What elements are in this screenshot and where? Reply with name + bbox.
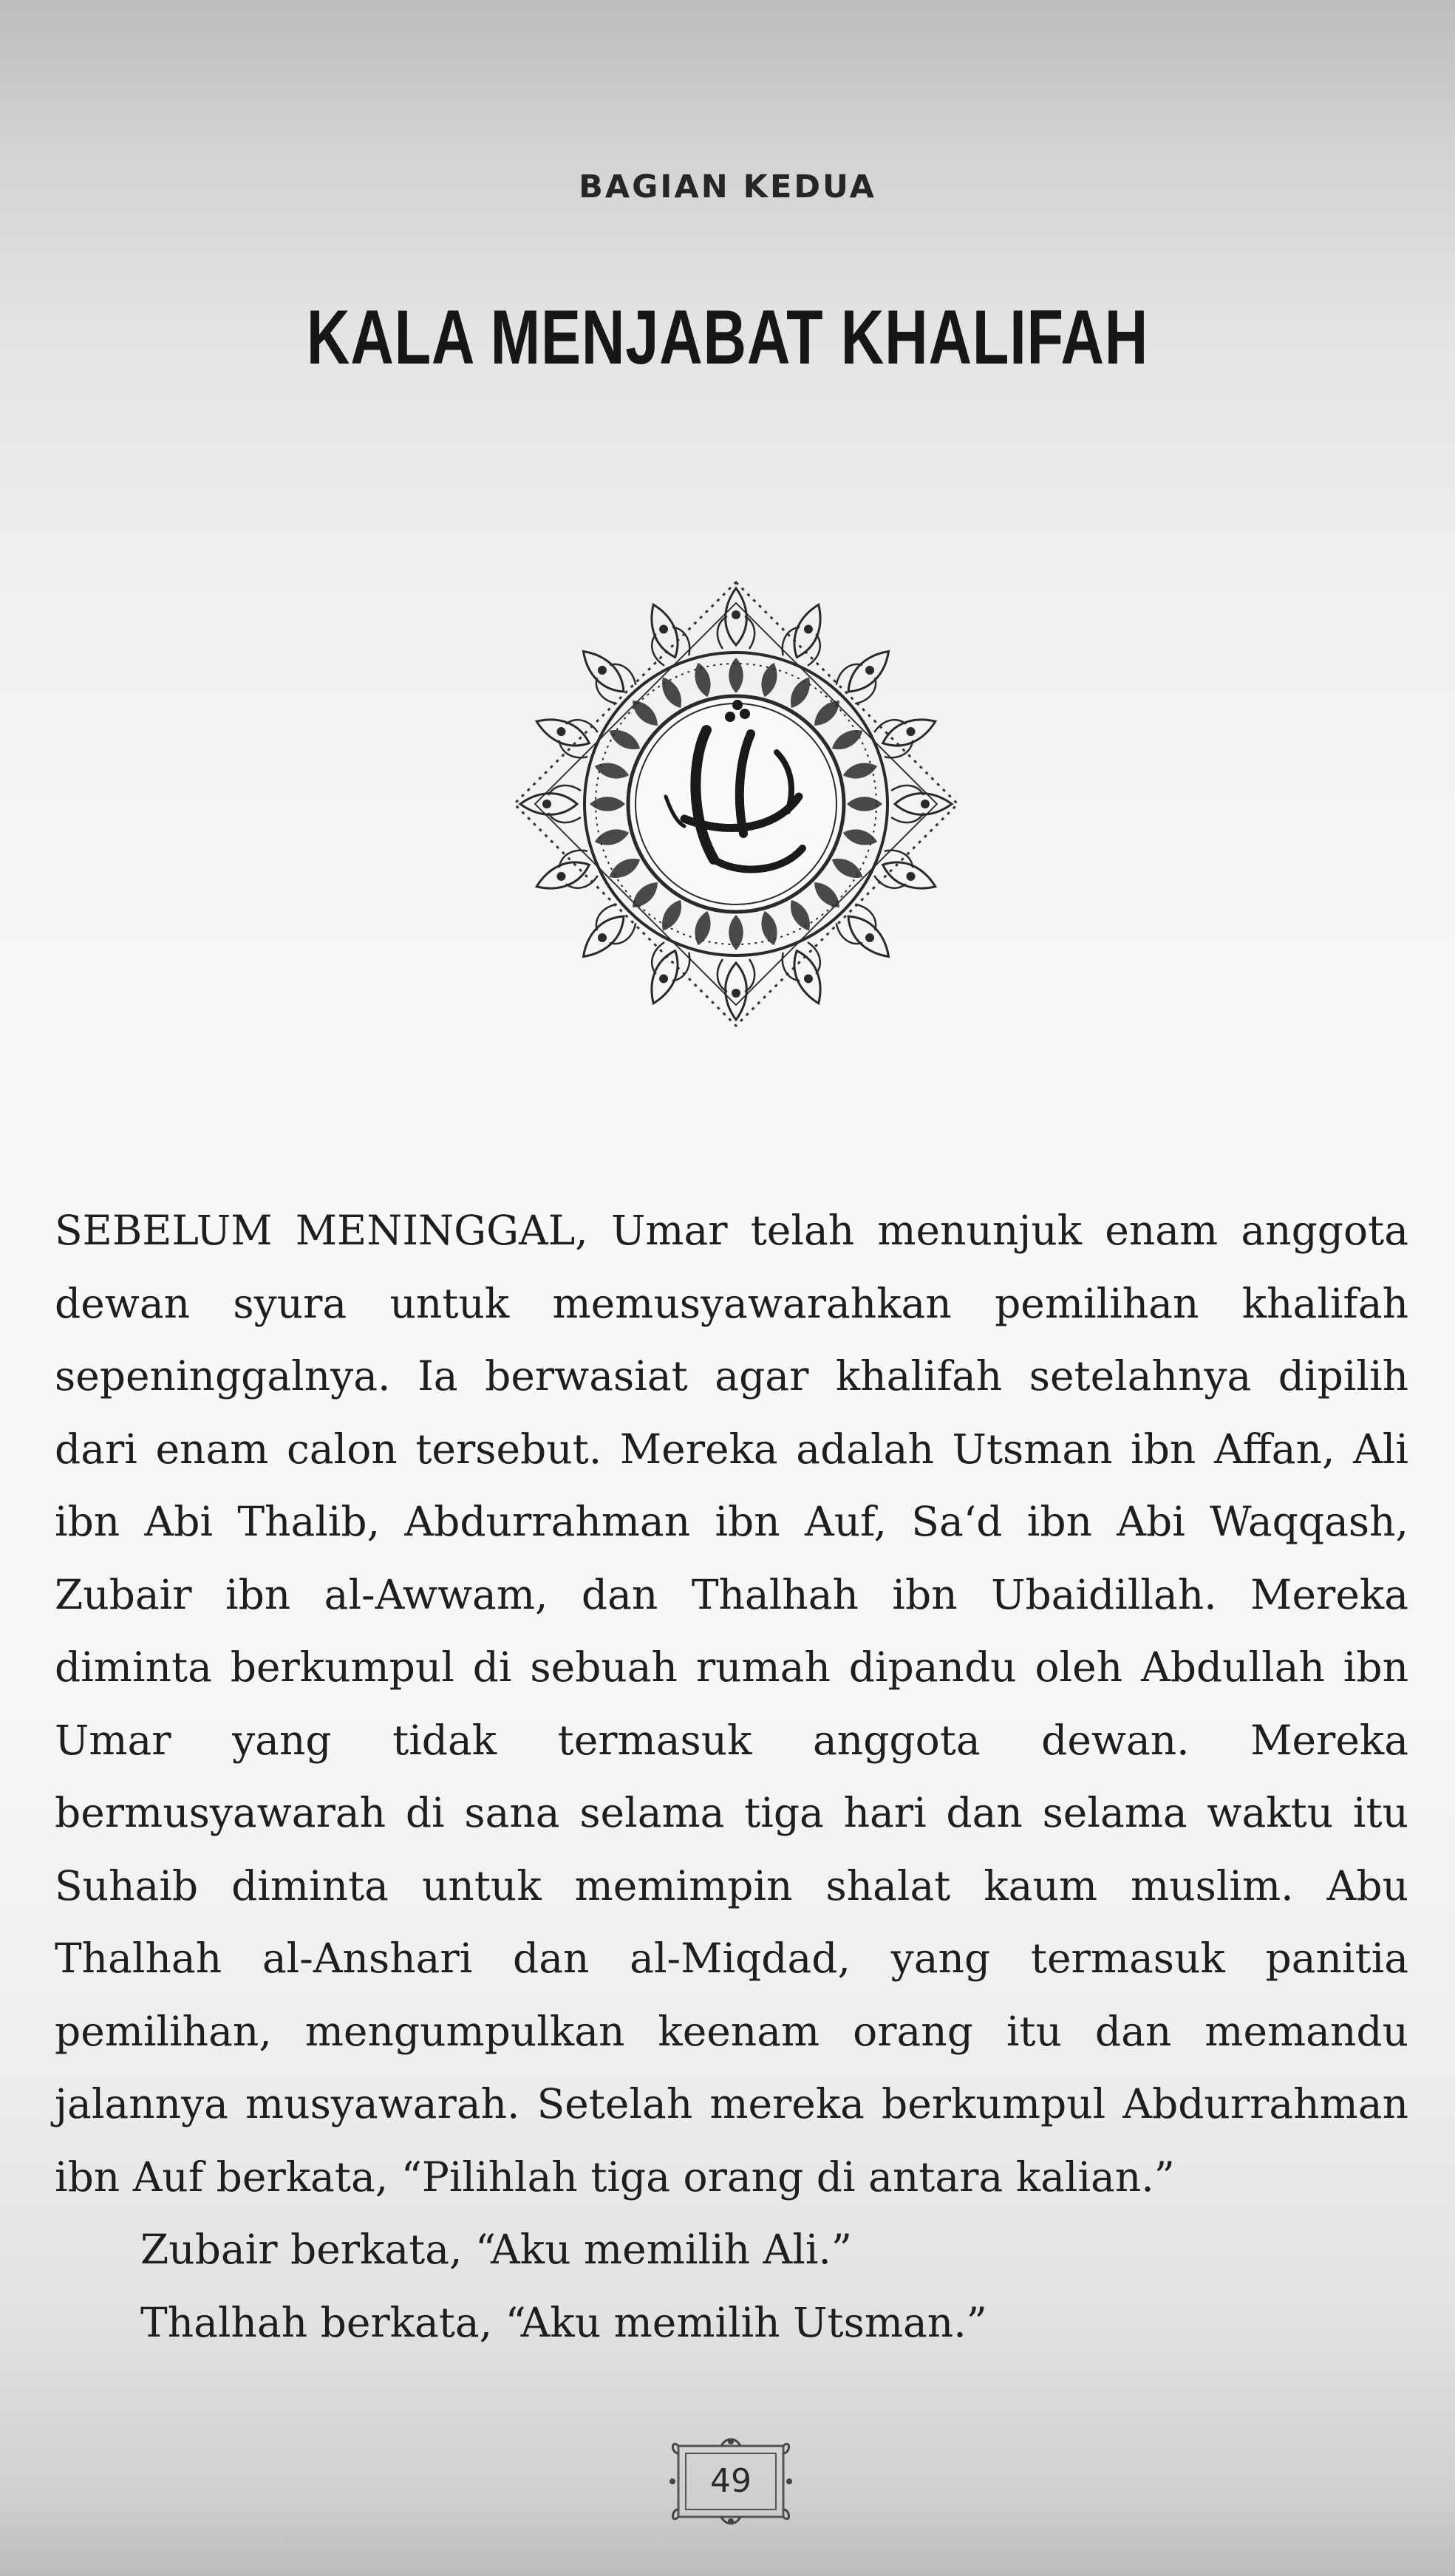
chapter-title: KALA MENJABAT KHALIFAH xyxy=(306,295,1149,381)
dialogue-line: Thalhah berkata, “Aku memilih Utsman.” xyxy=(140,2298,987,2346)
arabic-calligraphy-medallion-icon xyxy=(500,568,972,1040)
body-paragraph: SEBELUM MENINGGAL, Umar telah menunjuk enam anggota dewan syura untuk memusyawarahkan pemilihan khalifah sepeninggalnya. Ia berwasiat agar khalifah setelahnya dipilih dari enam calon tersebut. Mereka adalah Utsman ibn Affan, Ali ibn Abi Thalib, Abdurrahman ibn Auf, Sa‘d ibn Abi Waqqash, Zubair ibn al-Awwam, dan Thalhah ibn Ubaidillah. Mereka diminta berkumpul di sebuah rumah dipandu oleh Abdullah ibn Umar yang tidak termasuk anggota dewan. Mereka bermusyawarah di sana selama tiga hari dan selama waktu itu Suhaib diminta untuk memimpin shalat kaum muslim. Abu Thalhah al-Anshari dan al-Miqdad, yang termasuk panitia pemilihan, mengumpulkan keenam orang itu dan memandu jalannya musyawarah. Setelah mereka berkumpul Abdurrahman ibn Auf berkata, “Pilihlah tiga orang di antara kalian.” xyxy=(55,1207,1408,2201)
dialogue-line: Zubair berkata, “Aku memilih Ali.” xyxy=(140,2226,853,2273)
section-label: BAGIAN KEDUA xyxy=(579,168,876,205)
body-text xyxy=(55,1194,1408,2359)
page-number: 49 xyxy=(710,2462,752,2500)
